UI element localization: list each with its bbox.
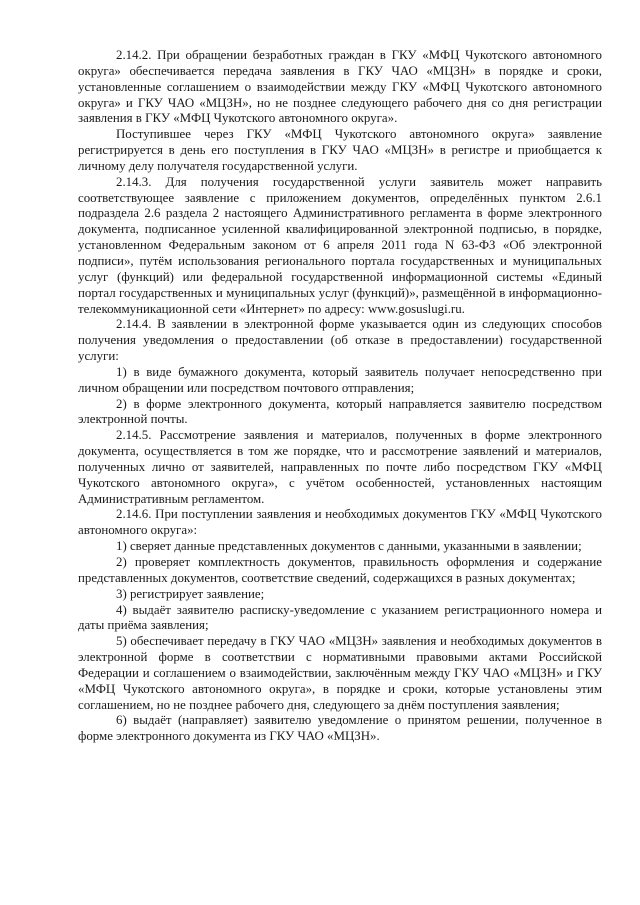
paragraph-step-2: 2) проверяет комплектность документов, правильность оформления и содержание представленных документов, соответствие сведений, содержащихся в разных документах; bbox=[78, 555, 602, 585]
paragraph-step-1: 1) сверяет данные представленных документов с данными, указанными в заявлении; bbox=[116, 539, 582, 554]
document-page bbox=[78, 48, 602, 745]
paragraph-2-14-5: 2.14.5. Рассмотрение заявления и материалов, полученных в форме электронного документа, осуществляется в том же порядке, что и рассмотрение заявлений и материалов, полученных лично от заявителей, направленных по почте либо посредством ГКУ «МФЦ Чукотского автономного округа», с учётом особенностей, установленных настоящим Административным регламентом. bbox=[78, 428, 602, 506]
paragraph-registration: Поступившее через ГКУ «МФЦ Чукотского автономного округа» заявление регистрируется в день его поступления в ГКУ ЧАО «МЦЗН» в регистре и приобщается к личному делу получателя государственной услуги. bbox=[78, 127, 602, 173]
paragraph-2-14-3: 2.14.3. Для получения государственной услуги заявитель может направить соответствующее заявление с приложением документов, определённых пунктом 2.6.1 подраздела 2.6 раздела 2 настоящего Административного регламента в форме электронного документа, подписанное усиленной квалифицированной электронной подписью, в порядке, установленном Федеральным законом от 6 апреля 2011 года N 63-ФЗ «Об электронной подписи», путём использования регионального портала государственных и муниципальных услуг (функций) или федеральной государственной информационной системы «Единый портал государственных и муниципальных услуг (функций)», размещённой в информационно-телекоммуникационной сети «Интернет» по адресу: www.gosuslugi.ru. bbox=[78, 174, 602, 316]
paragraph-2-14-2: 2.14.2. При обращении безработных граждан в ГКУ «МФЦ Чукотского автономного округа» обеспечивается передача заявления в ГКУ ЧАО «МЦЗН» в порядке и сроки, установленные соглашением о взаимодействии между ГКУ «МФЦ Чукотского автономного округа» и ГКУ ЧАО «МЦЗН», но не позднее следующего рабочего дня со дня регистрации заявления в ГКУ «МФЦ Чукотского автономного округа». bbox=[78, 48, 602, 126]
paragraph-notice-option-2: 2) в форме электронного документа, который направляется заявителю посредством электронной почты. bbox=[78, 396, 602, 427]
paragraph-2-14-6: 2.14.6. При поступлении заявления и необходимых документов ГКУ «МФЦ Чукотского автономного округа»: bbox=[78, 507, 602, 538]
paragraph-notice-option-1: 1) в виде бумажного документа, который заявитель получает непосредственно при личном обращении или посредством почтового отправления; bbox=[78, 364, 602, 395]
paragraph-step-6: 6) выдаёт (направляет) заявителю уведомление о принятом решении, полученное в форме электронного документа из ГКУ ЧАО «МЦЗН». bbox=[78, 713, 602, 744]
paragraph-2-14-4: 2.14.4. В заявлении в электронной форме указывается один из следующих способов получения уведомления о предоставлении (об отказе в предоставлении) государственной услуги: bbox=[78, 317, 602, 364]
paragraph-step-4: 4) выдаёт заявителю расписку-уведомление с указанием регистрационного номера и даты приёма заявления; bbox=[78, 602, 602, 633]
paragraph-step-5: 5) обеспечивает передачу в ГКУ ЧАО «МЦЗН» заявления и необходимых документов в электронной форме в соответствии с нормативными правовыми актами Российской Федерации и соглашением о взаимодействии, заключённым между ГКУ ЧАО «МЦЗН» и ГКУ «МФЦ Чукотского автономного округа», в порядке и сроки, которые установлены этим соглашением, но не позднее рабочего дня, следующего за днём поступления заявления; bbox=[78, 634, 602, 712]
paragraph-step-3: 3) регистрирует заявление; bbox=[116, 586, 265, 601]
